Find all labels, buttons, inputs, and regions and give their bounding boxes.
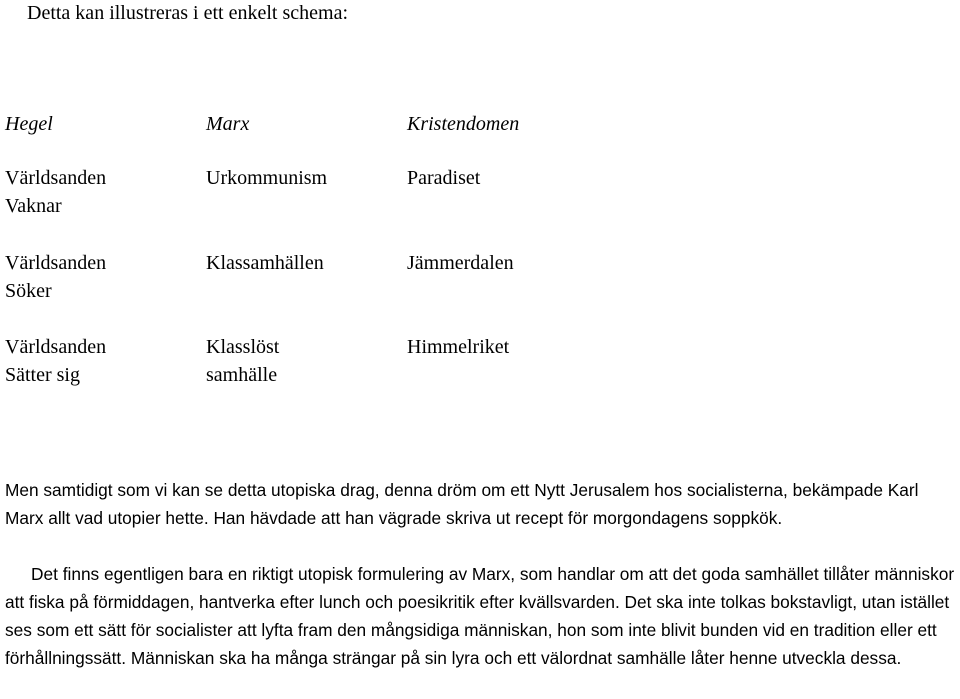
cell-line: Himmelriket <box>407 336 510 358</box>
cell-line: Världsanden <box>5 167 107 189</box>
cell-line: samhälle <box>206 364 278 386</box>
cell-kristendomen-row3 <box>407 333 509 361</box>
cell-marx-row3 <box>206 333 279 389</box>
cell-line: Vaknar <box>5 195 62 217</box>
cell-kristendomen-row2 <box>407 249 514 277</box>
cell-hegel-row3 <box>5 333 106 389</box>
intro-text: Detta kan illustreras i ett enkelt schema: <box>27 2 348 24</box>
cell-line: Jämmerdalen <box>407 252 514 274</box>
cell-kristendomen-row1 <box>407 164 480 192</box>
cell-hegel-row2 <box>5 249 106 305</box>
cell-line: Världsanden <box>5 252 107 274</box>
header-hegel: Hegel <box>5 113 53 135</box>
paragraph-1: Men samtidigt som vi kan se detta utopiska drag, denna dröm om ett Nytt Jerusalem hos socialisterna, bekämpade Karl Marx allt vad utopier hette. Han hävdade att han vägrade skriva ut recept för morgondagens soppkök. <box>5 480 919 528</box>
header-marx: Marx <box>206 113 250 135</box>
cell-line: Paradiset <box>407 167 481 189</box>
cell-marx-row2 <box>206 249 324 277</box>
cell-line: Sätter sig <box>5 364 80 386</box>
paragraph-2: Det finns egentligen bara en riktigt utopisk formulering av Marx, som handlar om att det goda samhället tillåter människor att fiska på förmiddagen, hantverka efter lunch och poesikritik efter kvällsvarden. Det ska inte tolkas bokstavligt, utan istället ses som ett sätt för socialister att lyfta fram den mångsidiga människan, hon som inte blivit bunden vid en tradition eller ett förhållningssätt. Människan ska ha många strängar på sin lyra och ett välordnat samhälle låter henne utveckla dessa. <box>5 564 955 668</box>
cell-line: Urkommunism <box>206 167 328 189</box>
cell-line: Söker <box>5 280 52 302</box>
header-kristendomen: Kristendomen <box>407 113 520 135</box>
cell-line: Klassamhällen <box>206 252 324 274</box>
cell-line: Klasslöst <box>206 336 280 358</box>
cell-line: Världsanden <box>5 336 107 358</box>
cell-marx-row1 <box>206 164 327 192</box>
cell-hegel-row1 <box>5 164 106 220</box>
